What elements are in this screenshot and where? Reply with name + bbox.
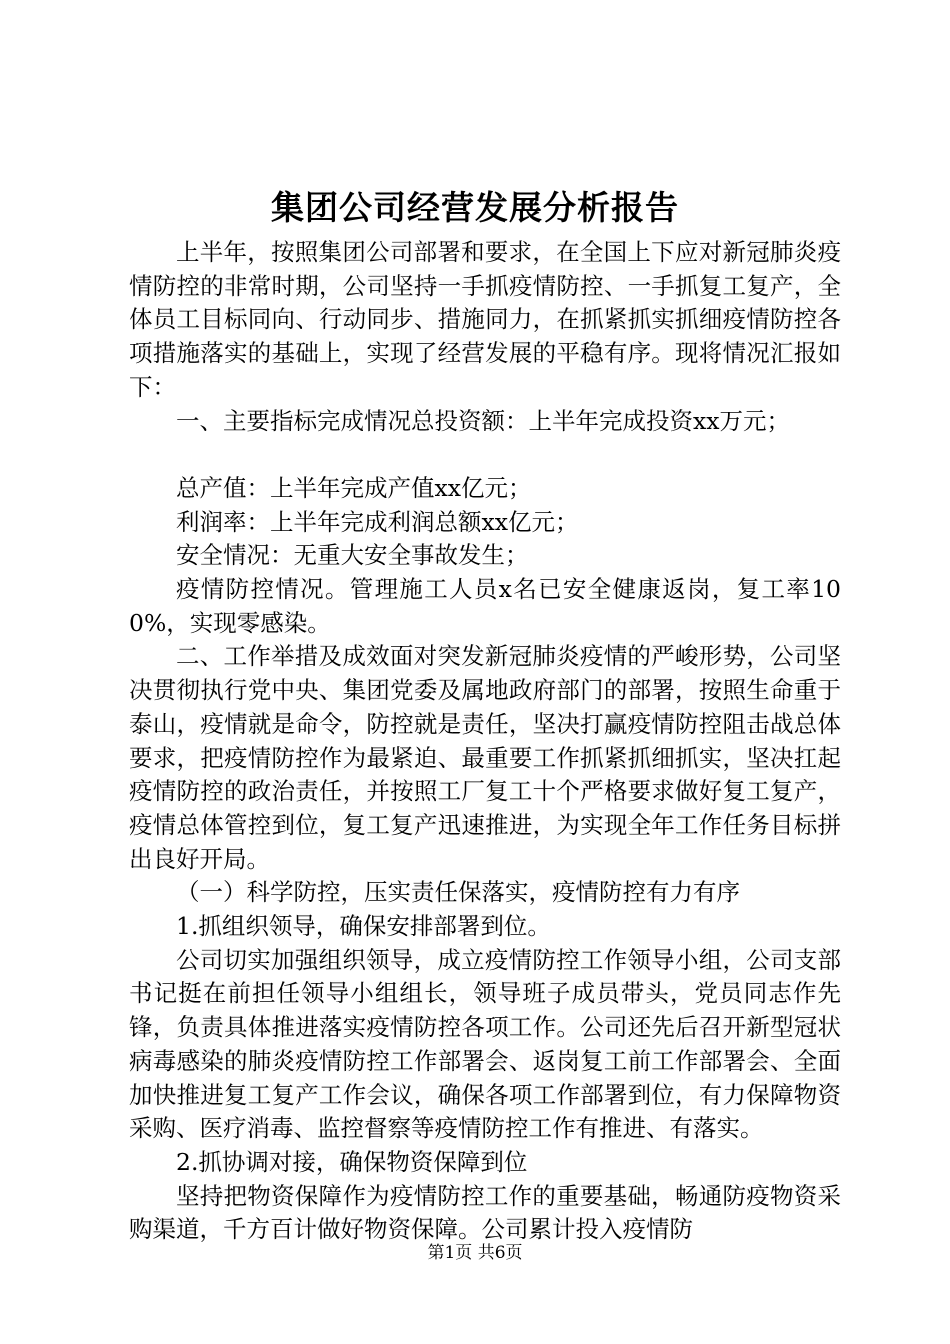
paragraph-safety: 安全情况：无重大安全事故发生；	[176, 541, 529, 570]
page-number: 第1页 共6页	[427, 1243, 523, 1263]
paragraph-epidemic-status: 疫情防控情况。管理施工人员x名已安全健康返岗，复工率100%，实现零感染。	[129, 575, 841, 637]
document-body	[129, 236, 841, 1247]
paragraph-subsection-1-heading: （一）科学防控，压实责任保落实，疫情防控有力有序	[176, 878, 740, 907]
blank-line	[129, 438, 841, 472]
paragraph-item-2-heading: 2.抓协调对接，确保物资保障到位	[176, 1147, 528, 1176]
paragraph-intro: 上半年，按照集团公司部署和要求，在全国上下应对新冠肺炎疫情防控的非常时期，公司坚持一手抓疫情防控、一手抓复工复产，全体员工目标同向、行动同步、措施同力，在抓紧抓实抓细疫情防控各项措施落实的基础上，实现了经营发展的平稳有序。现将情况汇报如下：	[129, 238, 841, 401]
paragraph-supplies: 坚持把物资保障作为疫情防控工作的重要基础，畅通防疫物资采购渠道，千方百计做好物资保障。公司累计投入疫情防	[129, 1181, 841, 1244]
paragraph-section-2-heading: 二、工作举措及成效面对突发新冠肺炎疫情的严峻形势，公司坚决贯彻执行党中央、集团党委及属地政府部门的部署，按照生命重于泰山，疫情就是命令，防控就是责任，坚决打赢疫情防控阻击战总体要求，把疫情防控作为最紧迫、最重要工作抓紧抓细抓实，坚决扛起疫情防控的政治责任，并按照工厂复工十个严格要求做好复工复产，疫情总体管控到位，复工复产迅速推进，为实现全年工作任务目标拼出良好开局。	[129, 642, 841, 873]
paragraph-section-1-heading: 一、主要指标完成情况总投资额：上半年完成投资xx万元；	[176, 406, 791, 435]
paragraph-item-1-heading: 1.抓组织领导，确保安排部署到位。	[176, 912, 551, 941]
document-title: 集团公司经营发展分析报告	[271, 188, 679, 227]
paragraph-profit: 利润率：上半年完成利润总额xx亿元；	[176, 507, 579, 536]
paragraph-output-value: 总产值：上半年完成产值xx亿元；	[176, 473, 532, 502]
paragraph-organization: 公司切实加强组织领导，成立疫情防控工作领导小组，公司支部书记挺在前担任领导小组组长，领导班子成员带头，党员同志作先锋，负责具体推进落实疫情防控各项工作。公司还先后召开新型冠状病毒感染的肺炎疫情防控工作部署会、返岗复工前工作部署会、全面加快推进复工复产工作会议，确保各项工作部署到位，有力保障物资采购、医疗消毒、监控督察等疫情防控工作有推进、有落实。	[129, 945, 841, 1143]
